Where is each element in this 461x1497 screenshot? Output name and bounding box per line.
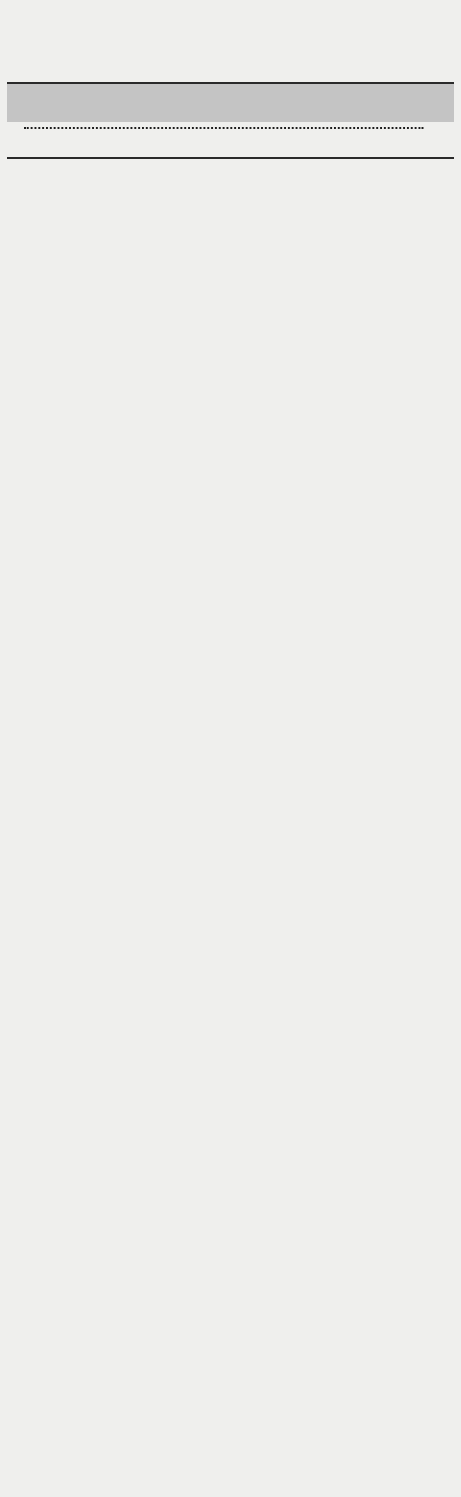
banner-listing [22,127,425,134]
business-banner [7,82,454,122]
divider [7,157,454,159]
dot-leader [24,127,423,129]
